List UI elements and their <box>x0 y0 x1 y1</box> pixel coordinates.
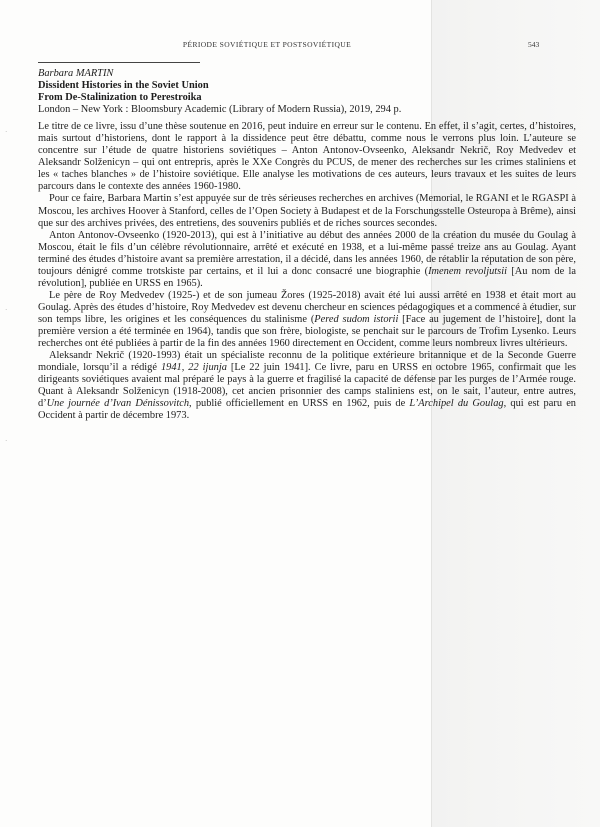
margin-mark: · <box>5 437 8 445</box>
page-number: 543 <box>528 40 540 49</box>
paragraph-2: Pour ce faire, Barbara Martin s’est appuyée sur de très sérieuses recherches en archives (Memorial, le RGANI et le RGASPI à Moscou, les archives Hoover à Stanford, celles de l’Open Society à Budapest et de la Forschungsstelle Osteuropa à Brême), ainsi que sur des archives privées, des entretiens, des souvenirs publiés et de riches sources secondes. <box>38 193 576 229</box>
running-title: PÉRIODE SOVIÉTIQUE ET POSTSOVIÉTIQUE <box>182 40 352 49</box>
book-title-line-1: Dissident Histories in the Soviet Union <box>38 80 209 92</box>
publication-info: London – New York : Bloomsbury Academic (Library of Modern Russia), 2019, 294 p. <box>38 104 402 116</box>
review-content <box>38 68 576 422</box>
book-title-line-2: From De-Stalinization to Perestroika <box>38 92 202 104</box>
review-author: Barbara MARTIN <box>38 68 114 79</box>
margin-mark: · <box>5 128 8 136</box>
paragraph-1: Le titre de ce livre, issu d’une thèse soutenue en 2016, peut induire en erreur sur le contenu. En effet, il s’agit, certes, d’histoires, mais surtout d’historiens, dont le rapport à la dissidence peut être débattu, comme nous le verrons plus loin. L’auteure se concentre sur l’étude de quatre historiens soviétiques – Anton Antonov-Ovseenko, Aleksandr Nekrič, Roy Medvedev et Aleksandr Solženicyn – qui ont entrepris, après le XXe Congrès du PCUS, de mener des recherches sur les crimes staliniens et les « taches blanches » de l’histoire soviétique. Elle analyse les motivations de ces auteurs, leurs travaux et les suites de leurs parcours dans le contexte des années 1960-1980. <box>38 121 576 193</box>
paragraph-3: Anton Antonov-Ovseenko (1920-2013), qui est à l’initiative au début des années 2000 de la création du musée du Goulag à Moscou, était le fils d’un célèbre révolutionnaire, arrêté et exécuté en 1938, et a lui-même passé treize ans au Goulag. Ayant terminé des études d’histoire avant sa première arrestation, il a décidé, dans les années 1960, de rétablir la réputation de son père, toujours dénigré comme trotskiste par certains, et il lui a donc consacré une biographie (Imenem revoljutsii [Au nom de la révolution], publiée en URSS en 1965). <box>38 229 576 289</box>
paragraph-5: Aleksandr Nekrič (1920-1993) était un spécialiste reconnu de la politique extérieure britannique et de la Seconde Guerre mondiale, lorsqu’il a rédigé 1941, 22 ijunja [Le 22 juin 1941]. Ce livre, paru en URSS en octobre 1965, confirmait que les dirigeants soviétiques avaient mal préparé le pays à la guerre et fragilisé la capacité de défense par les purges de l’Armée rouge. Quant à Aleksandr Solženicyn (1918-2008), cet ancien prisonnier des camps staliniens est, on le sait, l’auteur, entre autres, d’Une journée d’Ivan Dénissovitch, publié officiellement en URSS en 1962, puis de L’Archipel du Goulag, qui est paru en Occident à partir de décembre 1973. <box>38 350 577 422</box>
margin-mark: · <box>5 306 8 314</box>
section-rule <box>38 62 200 63</box>
paragraph-4: Le père de Roy Medvedev (1925-) et de son jumeau Žores (1925-2018) avait été lui aussi arrêté en 1938 et était mort au Goulag. Après des études d’histoire, Roy Medvedev est devenu chercheur en sciences pédagogiques et a commencé à étudier, sur son temps libre, les origines et les conséquences du stalinisme (Pered sudom istorii [Face au jugement de l’histoire], dont la première version a été terminée en 1964), tandis que son frère, biologiste, se penchait sur le parcours de Trofim Lysenko. Leurs recherches ont été publiées à partir de la fin des années 1960 directement en Occident, comme leurs nombreux livres ultérieurs. <box>38 289 576 350</box>
